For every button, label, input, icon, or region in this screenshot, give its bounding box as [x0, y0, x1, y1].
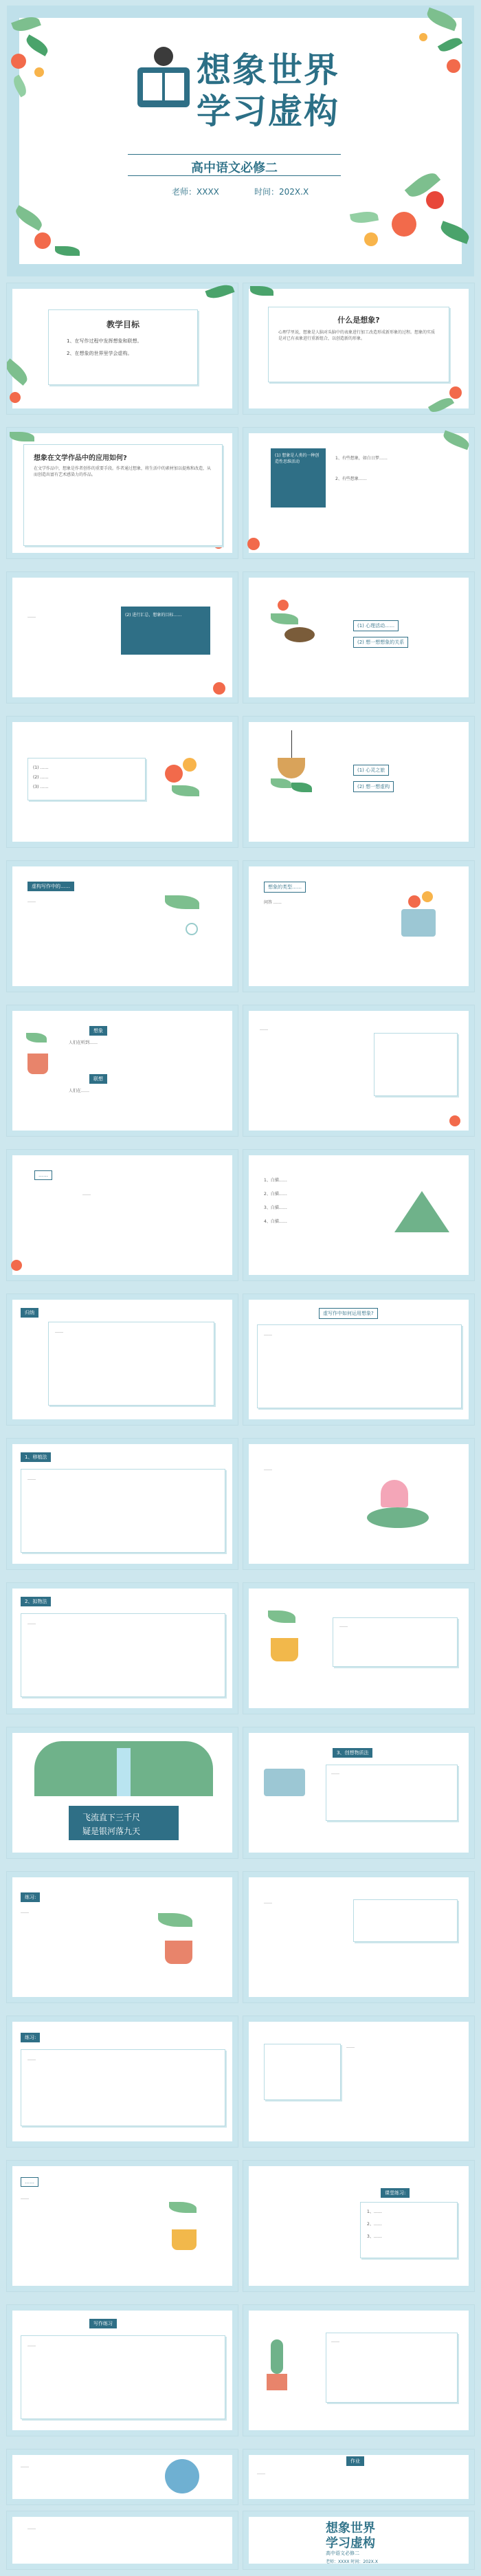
goal-item-2: 2、在想象的世界里学会虚构。 [67, 351, 133, 356]
globe-text: …… [21, 2464, 29, 2469]
slide-exercise-1 [7, 1872, 238, 2002]
end-meta: 老师：XXXX 时间：202X.X [326, 2559, 378, 2564]
poem-line-2: 疑是银河落九天 [82, 1826, 141, 1836]
personification-tag: 2、拟物法 [21, 1597, 51, 1606]
slide-poem-waterfall [7, 1727, 238, 1858]
summary-left-text: …… [27, 614, 36, 619]
slide-writing-practice [7, 2305, 238, 2436]
globe-illustration [165, 2459, 199, 2493]
line-drawing-item-3: 3、白描…… [264, 1205, 287, 1210]
line-drawing-item-4: 4、白描…… [264, 1219, 287, 1224]
cover-teacher: 老师：XXXX [172, 187, 219, 197]
summary-box-text: (2) 进行汇总，想象的目标…… [125, 613, 182, 618]
writing-practice-heading: 写作练习 [89, 2319, 117, 2328]
line-drawing-item-1: 1、白描…… [264, 1178, 287, 1183]
slide-writing-sample [243, 2016, 474, 2147]
slide-transplant-method [7, 1439, 238, 1569]
fiction-body: …… [27, 899, 36, 904]
questions-body: …… [21, 2196, 29, 2201]
slide-bird-branch [243, 572, 474, 703]
cover-title-line1: 想象世界 [197, 50, 339, 90]
summary-tag: 归纳 [21, 1308, 38, 1318]
list-item-2: (2) …… [33, 775, 49, 780]
imagination-heading: 什么是想象? [337, 316, 380, 325]
material-tag: 3、创想物质法 [333, 1748, 372, 1758]
fiction-tag: 虚构写作中的…… [27, 882, 74, 891]
flight-card [374, 1033, 458, 1096]
reading-person-icon [137, 47, 190, 109]
slide-summary [7, 1294, 238, 1425]
descriptive-tag-1: …… [34, 1170, 52, 1180]
list-item-3: (3) …… [33, 785, 49, 789]
homework-body: …… [257, 2471, 265, 2476]
imagination-text: 人们在听到…… [69, 1040, 98, 1045]
tree-body: …… [339, 1624, 348, 1628]
homework-tag: 作业 [346, 2456, 364, 2466]
exercise1-body: …… [21, 1910, 29, 1914]
bird-list-item-2: (2) 想一想想象的关系 [353, 637, 408, 648]
association-tag: 联想 [89, 1074, 107, 1084]
goal-item-1: 1、在写作过程中发挥想象和联想。 [67, 338, 142, 344]
mountain-illustration [394, 1191, 449, 1232]
writing-sample-card [264, 2044, 341, 2100]
bird-list-item-1: (1) 心理活动…… [353, 620, 399, 631]
end-title-line1: 想象世界 [326, 2521, 375, 2535]
slide-summary-goal [7, 572, 238, 703]
cactus-body: …… [331, 2339, 339, 2344]
classroom-item-1: 1、…… [367, 2209, 382, 2214]
exercise2-body: …… [27, 2057, 36, 2062]
exercise2-tag: 练习: [21, 2033, 40, 2042]
imagination-tag: 想象 [89, 1026, 107, 1036]
list-item-1: (1) …… [33, 765, 49, 770]
literature-body: 在文学作品中，想象是作者创作的重要手段。作者通过想象，将生活中的素材加以提炼和改造，从而创造出富有艺术感染力的作品。 [34, 466, 212, 477]
definition-item-1: 1、有些想象，如白日梦…… [335, 456, 388, 461]
slide-bird-flight [243, 1005, 474, 1136]
slide-cactus [243, 2305, 474, 2436]
questions-heading: …… [21, 2177, 38, 2187]
imagination-card [268, 307, 449, 382]
how-to-heading: 虚写作中如何运用想象? [319, 1308, 378, 1319]
slide-list-flowers [7, 717, 238, 847]
slide-what-is-imagination [243, 283, 474, 414]
classroom-item-2: 2、…… [367, 2222, 382, 2227]
slide-exercise-2 [7, 2016, 238, 2147]
slide-personification-method [7, 1583, 238, 1714]
writing-sample-body: …… [346, 2044, 355, 2049]
slide-imagination-association [7, 1005, 238, 1136]
exercise-list-item-1: …… [264, 1900, 272, 1905]
literature-card [23, 444, 223, 546]
slide-potted-tree [243, 1583, 474, 1714]
transplant-body: …… [27, 1476, 36, 1481]
how-to-body: …… [264, 1332, 272, 1337]
goals-heading: 教学目标 [106, 320, 139, 329]
slide-imagination-in-literature [7, 428, 238, 558]
exercise1-tag: 练习: [21, 1892, 40, 1902]
association-text: 人们在…… [69, 1089, 90, 1093]
plant-list-item-1: (1) 心灵之旅 [353, 765, 389, 776]
literature-heading: 想象在文学作品中的应用如何? [34, 455, 127, 462]
writing-practice-body: …… [27, 2343, 36, 2348]
line-drawing-item-2: 2、白描…… [264, 1192, 287, 1197]
cover-slide [7, 6, 474, 276]
slide-how-to-use-imagination [243, 1294, 474, 1425]
slide-exercise-questions [7, 2161, 238, 2291]
slide-lotus [243, 1439, 474, 1569]
imagination-body: 心理学里说，想象是人脑对头脑中的表象进行加工改造形成新形象的过程。想象的实质是对已有表象进行重新组合，以创造新的形象。 [278, 330, 436, 341]
slide-imagination-definition [243, 428, 474, 558]
definition-item-2: 2、有些想象…… [335, 477, 367, 481]
slide-line-drawing [243, 1150, 474, 1280]
types-heading: 想象的类型…… [264, 882, 306, 893]
lotus-heading: …… [264, 1467, 272, 1472]
cover-subtitle: 高中语文必修二 [191, 161, 278, 175]
cover-time: 时间：202X.X [254, 187, 309, 197]
types-body: 问答 …… [264, 900, 282, 905]
definition-box-text: (1) 想象是人类的一种创造性思维活动 [275, 453, 320, 464]
end-subtitle: 高中语文必修二 [326, 2551, 359, 2556]
exercise-list-card [353, 1899, 458, 1942]
slide-end [243, 2511, 474, 2569]
classroom-item-3: 3、…… [367, 2234, 382, 2239]
end-title-line2: 学习虚构 [326, 2536, 375, 2551]
plant-list-item-2: (2) 想一想虚构 [353, 781, 394, 792]
slide-classroom-exercise [243, 2161, 474, 2291]
slide-hanging-plant [243, 717, 474, 847]
cover-title-line2: 学习虚构 [197, 91, 339, 131]
descriptive-item-1: …… [82, 1192, 91, 1197]
watering-can-illustration [264, 1769, 305, 1796]
slide-imagination-types [243, 861, 474, 992]
slide-teaching-goals [7, 283, 238, 414]
classroom-heading: 课堂练习: [381, 2188, 410, 2198]
flight-body: …… [260, 1027, 268, 1032]
poem-line-1: 飞流直下三千尺 [82, 1813, 141, 1822]
personification-body: …… [27, 1621, 36, 1626]
closing-note-body: …… [27, 2526, 36, 2531]
slide-descriptive-tags [7, 1150, 238, 1280]
slide-exercise-list [243, 1872, 474, 2002]
slide-homework [243, 2449, 474, 2504]
slide-globe [7, 2449, 238, 2504]
transplant-tag: 1、移植法 [21, 1452, 51, 1462]
slide-closing-note [7, 2511, 238, 2569]
slide-fiction-writing [7, 861, 238, 992]
goals-card [48, 309, 198, 385]
material-body: …… [331, 1771, 339, 1776]
slide-material-method [243, 1727, 474, 1858]
summary-body: …… [55, 1329, 63, 1334]
